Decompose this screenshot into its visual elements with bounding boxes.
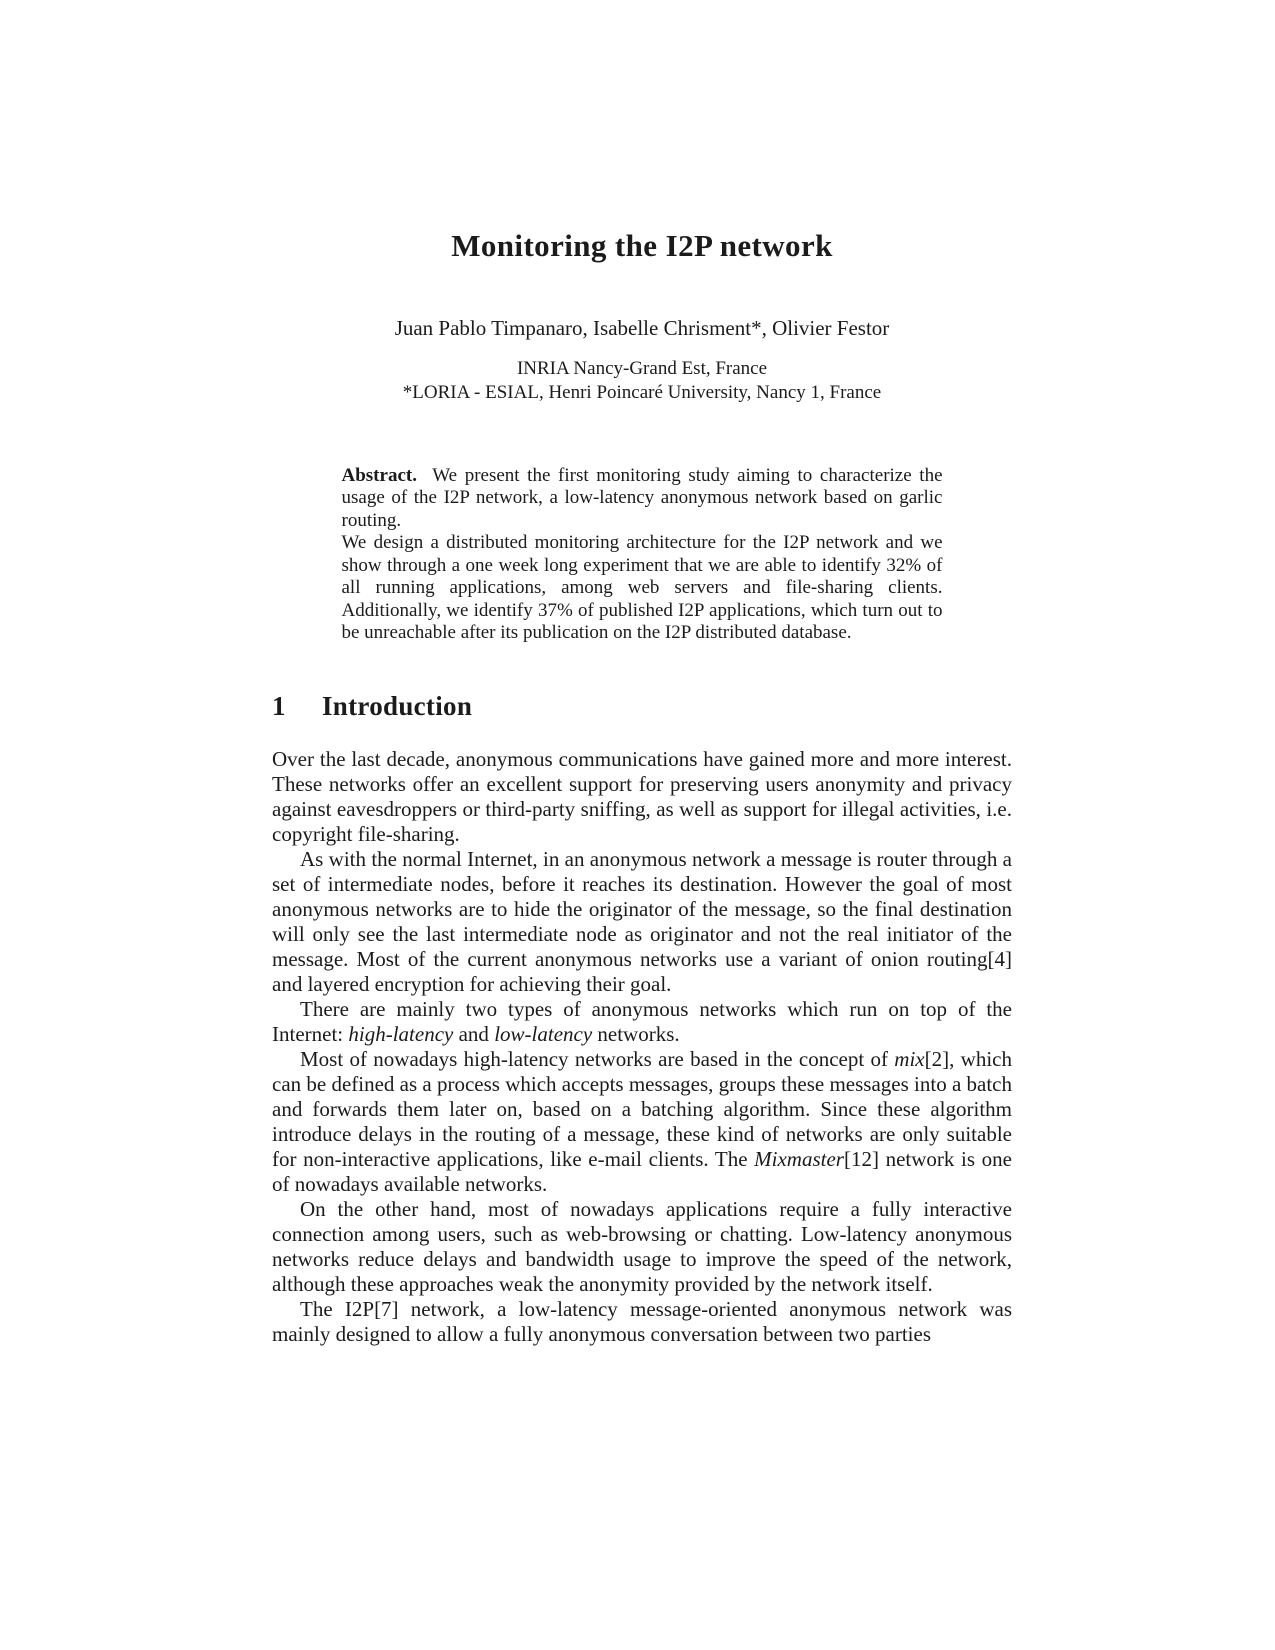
paper-title: Monitoring the I2P network: [451, 228, 833, 263]
affiliation-line-2: *LORIA - ESIAL, Henri Poincaré University, Nancy 1, France: [402, 381, 882, 403]
text-run: networks.: [592, 1021, 680, 1046]
text-run: There are mainly two types of anonymous networks which run on top of the Internet:: [272, 996, 1012, 1046]
text-run: Over the last decade, anonymous communications have gained more and more interest. These networks offer an excellent support for preserving users anonymity and privacy against eavesdroppers or third-party sniffing, as well as support for illegal activities, i.e. copyright file-sharing.: [272, 746, 1012, 846]
body-paragraph: [272, 1047, 1012, 1197]
body-text: [272, 747, 1012, 1347]
authors-line: Juan Pablo Timpanaro, Isabelle Chrisment*, Olivier Festor: [394, 315, 890, 340]
text-run: On the other hand, most of nowadays applications require a fully interactive connection among users, such as web-browsing or chatting. Low-latency anonymous networks reduce delays and bandwidth usage to improve the speed of the network, although these approaches weak the anonymity provided by the network itself.: [272, 1196, 1012, 1296]
body-paragraph: [272, 847, 1012, 997]
abstract-paragraph: [342, 465, 943, 533]
text-run: The I2P[7] network, a low-latency message-oriented anonymous network was mainly designed to allow a fully anonymous conversation between two parties: [272, 1296, 1012, 1346]
body-paragraph: [272, 1197, 1012, 1297]
section-heading: [272, 691, 1012, 722]
italic-term: Mixmaster: [754, 1146, 844, 1171]
section-number: 1: [272, 690, 286, 721]
text-run: Most of nowadays high-latency networks are based in the concept of: [300, 1046, 895, 1071]
affiliations-block: [272, 357, 1012, 405]
text-run: [2], which can be defined as a process which accepts messages, groups these messages into a batch and forwards them later on, based on a batching algorithm. Since these algorithm introduce delays in the routing of a message, these kind of networks are only suitable for non-interactive applications, like e-mail clients. The: [272, 1046, 1012, 1171]
body-paragraph: [272, 747, 1012, 847]
section-title: Introduction: [322, 690, 473, 721]
italic-term: high-latency: [348, 1021, 454, 1046]
abstract-text: We present the first monitoring study aiming to characterize the usage of the I2P network, a low-latency anonymous network based on garlic routing.: [341, 464, 943, 531]
abstract-label: Abstract.: [341, 464, 417, 486]
text-run: As with the normal Internet, in an anonymous network a message is router through a set of intermediate nodes, before it reaches its destination. However the goal of most anonymous networks are to hide the originator of the message, so the final destination will only see the last intermediate node as originator and not the real initiator of the message. Most of the current anonymous networks use a variant of onion routing[4] and layered encryption for achieving their goal.: [272, 846, 1012, 996]
abstract-paragraph: We design a distributed monitoring architecture for the I2P network and we show through a one week long experiment that we are able to identify 32% of all running applications, among web servers and file-sharing clients. Additionally, we identify 37% of published I2P applications, which turn out to be unreachable after its publication on the I2P distributed database.: [341, 532, 943, 644]
body-paragraph: [272, 997, 1012, 1047]
italic-term: low-latency: [494, 1021, 593, 1046]
affiliation-line-1: INRIA Nancy-Grand Est, France: [516, 357, 768, 379]
text-run: [12] network is one of nowadays available networks.: [272, 1146, 1012, 1196]
italic-term: mix: [894, 1046, 925, 1071]
abstract-block: [342, 465, 943, 645]
body-paragraph: [272, 1297, 1012, 1347]
text-run: and: [453, 1021, 495, 1046]
text-column: [272, 0, 1012, 1347]
